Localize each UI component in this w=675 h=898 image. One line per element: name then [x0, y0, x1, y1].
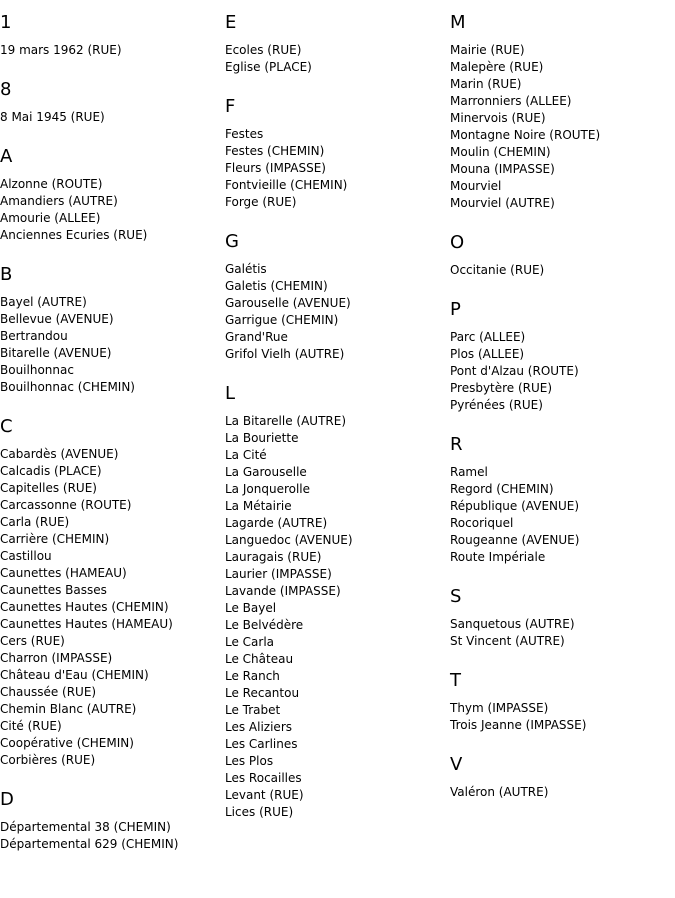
street-list-item	[0, 599, 222, 616]
street-list-item	[225, 617, 447, 634]
street-link[interactable]: Chaussée (RUE)	[0, 685, 97, 699]
street-list-item	[0, 345, 222, 362]
street-list-item	[225, 651, 447, 668]
street-list-item	[450, 700, 675, 717]
street-list-item	[450, 42, 675, 59]
street-list-item	[450, 633, 675, 650]
street-link[interactable]: Mourviel	[450, 179, 502, 193]
letter-group	[450, 434, 675, 566]
street-link[interactable]: Pyrénées (RUE)	[450, 398, 543, 412]
street-link[interactable]: Route Impériale	[450, 550, 546, 564]
street-list-item	[0, 819, 222, 836]
letter-group	[0, 146, 222, 244]
street-link[interactable]: Carcassonne (ROUTE)	[0, 498, 132, 512]
street-list-item	[225, 498, 447, 515]
street-list-item	[225, 719, 447, 736]
letter-group	[0, 789, 222, 853]
letter-heading: G	[225, 231, 239, 252]
letter-heading: R	[450, 434, 463, 455]
letter-heading: B	[0, 264, 13, 285]
street-link[interactable]: Départemental 629 (CHEMIN)	[0, 837, 179, 851]
street-list	[225, 413, 447, 821]
street-list-item	[0, 565, 222, 582]
street-list-item	[450, 329, 675, 346]
street-link[interactable]: 8 Mai 1945 (RUE)	[0, 110, 105, 124]
street-list-item	[0, 311, 222, 328]
street-list	[0, 176, 222, 244]
street-link[interactable]: Les Plos	[225, 754, 274, 768]
street-list-item	[450, 144, 675, 161]
street-link[interactable]: Alzonne (ROUTE)	[0, 177, 103, 191]
letter-heading: P	[450, 299, 461, 320]
street-list-item	[225, 329, 447, 346]
street-list-item	[225, 515, 447, 532]
street-list-item	[225, 481, 447, 498]
street-link[interactable]: La Cité	[225, 448, 267, 462]
street-list-item	[0, 735, 222, 752]
street-link[interactable]: République (AVENUE)	[450, 499, 580, 513]
street-link[interactable]: Caunettes Basses	[0, 583, 107, 597]
street-link[interactable]: Fontvieille (CHEMIN)	[225, 178, 348, 192]
street-list-item	[225, 634, 447, 651]
street-link[interactable]: Cabardès (AVENUE)	[0, 447, 119, 461]
street-list-item	[450, 616, 675, 633]
street-list-item	[0, 701, 222, 718]
street-list-item	[450, 93, 675, 110]
street-index-column-2	[225, 12, 447, 841]
street-list-item	[225, 126, 447, 143]
street-link[interactable]: Les Carlines	[225, 737, 298, 751]
street-list-item	[0, 362, 222, 379]
street-list-item	[450, 59, 675, 76]
street-index-column-1	[0, 12, 222, 873]
street-list-item	[450, 532, 675, 549]
street-list-item	[0, 667, 222, 684]
street-link[interactable]: Le Bayel	[225, 601, 277, 615]
street-link[interactable]: Les Aliziers	[225, 720, 293, 734]
street-list-item	[0, 463, 222, 480]
street-link[interactable]: Castillou	[0, 549, 52, 563]
street-list	[0, 109, 222, 126]
street-list-item	[225, 464, 447, 481]
street-list-item	[225, 685, 447, 702]
letter-heading: L	[225, 383, 236, 404]
street-list-item	[0, 684, 222, 701]
street-list	[225, 126, 447, 211]
street-link[interactable]: Marronniers (ALLEE)	[450, 94, 572, 108]
street-list	[0, 294, 222, 396]
street-list-item	[225, 549, 447, 566]
street-link[interactable]: Grand'Rue	[225, 330, 288, 344]
street-list-item	[225, 312, 447, 329]
letter-heading: F	[225, 96, 236, 117]
street-list	[0, 446, 222, 769]
street-link[interactable]: Lavande (IMPASSE)	[225, 584, 341, 598]
street-link[interactable]: Le Trabet	[225, 703, 281, 717]
street-list-item	[225, 532, 447, 549]
street-link[interactable]: Mouna (IMPASSE)	[450, 162, 555, 176]
street-link[interactable]: Anciennes Ecuries (RUE)	[0, 228, 148, 242]
street-list	[450, 616, 675, 650]
street-link[interactable]: Mairie (RUE)	[450, 43, 525, 57]
street-link[interactable]: Eglise (PLACE)	[225, 60, 312, 74]
street-list-item	[225, 42, 447, 59]
street-link[interactable]: Garrigue (CHEMIN)	[225, 313, 339, 327]
street-list-item	[450, 498, 675, 515]
letter-group	[0, 416, 222, 769]
street-link[interactable]: Calcadis (PLACE)	[0, 464, 102, 478]
street-list-item	[450, 110, 675, 127]
street-list-item	[225, 261, 447, 278]
street-link[interactable]: Occitanie (RUE)	[450, 263, 545, 277]
street-link[interactable]: Festes	[225, 127, 264, 141]
street-link[interactable]: La Garouselle	[225, 465, 307, 479]
street-list	[225, 261, 447, 363]
letter-heading: O	[450, 232, 465, 253]
street-list-item	[0, 836, 222, 853]
street-list-item	[450, 161, 675, 178]
letter-group	[450, 586, 675, 650]
street-list-item	[450, 346, 675, 363]
street-link[interactable]: Carla (RUE)	[0, 515, 70, 529]
letter-group	[450, 299, 675, 414]
street-link[interactable]: Lices (RUE)	[225, 805, 294, 819]
street-list	[450, 464, 675, 566]
street-link[interactable]: Bellevue (AVENUE)	[0, 312, 114, 326]
street-list	[450, 329, 675, 414]
street-link[interactable]: Pont d'Alzau (ROUTE)	[450, 364, 579, 378]
letter-group	[225, 12, 447, 76]
street-link[interactable]: Grifol Vielh (AUTRE)	[225, 347, 345, 361]
street-link[interactable]: Rougeanne (AVENUE)	[450, 533, 580, 547]
street-link[interactable]: Amourie (ALLEE)	[0, 211, 101, 225]
street-link[interactable]: Sanquetous (AUTRE)	[450, 617, 575, 631]
street-list-item	[225, 787, 447, 804]
street-link[interactable]: Moulin (CHEMIN)	[450, 145, 551, 159]
letter-heading: E	[225, 12, 237, 33]
letter-heading: 8	[0, 79, 12, 100]
street-list	[450, 42, 675, 212]
street-link[interactable]: 19 mars 1962 (RUE)	[0, 43, 122, 57]
street-list-item	[0, 752, 222, 769]
street-link[interactable]: Presbytère (RUE)	[450, 381, 553, 395]
street-link[interactable]: Galetis (CHEMIN)	[225, 279, 328, 293]
street-link[interactable]: Ramel	[450, 465, 488, 479]
street-list-item	[450, 549, 675, 566]
street-link[interactable]: Bitarelle (AVENUE)	[0, 346, 112, 360]
letter-group	[450, 754, 675, 801]
street-list-item	[225, 702, 447, 719]
street-list-item	[450, 481, 675, 498]
street-link[interactable]: Montagne Noire (ROUTE)	[450, 128, 601, 142]
street-link[interactable]: Valéron (AUTRE)	[450, 785, 549, 799]
street-link[interactable]: Minervois (RUE)	[450, 111, 546, 125]
street-list-item	[450, 262, 675, 279]
street-link[interactable]: Bouilhonnac	[0, 363, 74, 377]
street-list-item	[0, 42, 222, 59]
street-link[interactable]: Le Ranch	[225, 669, 280, 683]
street-link[interactable]: Fleurs (IMPASSE)	[225, 161, 326, 175]
street-list-item	[450, 784, 675, 801]
street-list-item	[450, 717, 675, 734]
street-list-item	[225, 295, 447, 312]
street-link[interactable]: Galétis	[225, 262, 267, 276]
street-link[interactable]: Parc (ALLEE)	[450, 330, 526, 344]
street-list-item	[450, 195, 675, 212]
street-link[interactable]: Départemental 38 (CHEMIN)	[0, 820, 171, 834]
street-link[interactable]: La Métairie	[225, 499, 292, 513]
street-link[interactable]: Rocoriquel	[450, 516, 514, 530]
street-link[interactable]: Bayel (AUTRE)	[0, 295, 87, 309]
letter-group	[0, 79, 222, 126]
street-link[interactable]: Garouselle (AVENUE)	[225, 296, 351, 310]
street-list-item	[0, 446, 222, 463]
street-list-item	[450, 363, 675, 380]
street-list-item	[0, 531, 222, 548]
letter-group	[450, 670, 675, 734]
street-list-item	[450, 127, 675, 144]
street-list-item	[225, 668, 447, 685]
letter-heading: V	[450, 754, 463, 775]
street-list-item	[0, 379, 222, 396]
street-list-item	[225, 59, 447, 76]
street-list-item	[450, 76, 675, 93]
street-list-item	[0, 514, 222, 531]
street-list	[450, 700, 675, 734]
street-list-item	[0, 582, 222, 599]
letter-heading: S	[450, 586, 462, 607]
street-index-column-3	[450, 12, 675, 821]
street-link[interactable]: Cers (RUE)	[0, 634, 65, 648]
street-list-item	[0, 616, 222, 633]
letter-heading: A	[0, 146, 13, 167]
street-list-item	[225, 143, 447, 160]
street-link[interactable]: Lagarde (AUTRE)	[225, 516, 328, 530]
street-link[interactable]: Charron (IMPASSE)	[0, 651, 113, 665]
street-link[interactable]: Capitelles (RUE)	[0, 481, 97, 495]
street-list	[0, 42, 222, 59]
street-link[interactable]: Mourviel (AUTRE)	[450, 196, 555, 210]
street-link[interactable]: Le Belvédère	[225, 618, 304, 632]
street-link[interactable]: La Jonquerolle	[225, 482, 311, 496]
street-link[interactable]: Lauragais (RUE)	[225, 550, 322, 564]
street-link[interactable]: Le Carla	[225, 635, 275, 649]
street-link[interactable]: Caunettes Hautes (HAMEAU)	[0, 617, 173, 631]
street-list-item	[225, 447, 447, 464]
street-list-item	[225, 600, 447, 617]
letter-group	[450, 232, 675, 279]
street-link[interactable]: Bertrandou	[0, 329, 68, 343]
street-list-item	[0, 548, 222, 565]
street-link[interactable]: Corbières (RUE)	[0, 753, 96, 767]
street-list-item	[0, 328, 222, 345]
street-list-item	[450, 397, 675, 414]
street-list	[0, 819, 222, 853]
street-link[interactable]: Malepère (RUE)	[450, 60, 544, 74]
street-link[interactable]: Forge (RUE)	[225, 195, 297, 209]
letter-heading: T	[450, 670, 461, 691]
street-list	[450, 262, 675, 279]
street-link[interactable]: St Vincent (AUTRE)	[450, 634, 565, 648]
letter-heading: C	[0, 416, 13, 437]
street-link[interactable]: Marin (RUE)	[450, 77, 522, 91]
street-list-item	[225, 346, 447, 363]
street-list-item	[0, 718, 222, 735]
street-list-item	[225, 413, 447, 430]
street-list-item	[225, 770, 447, 787]
street-list-item	[0, 210, 222, 227]
street-list-item	[0, 294, 222, 311]
street-list-item	[0, 227, 222, 244]
street-link[interactable]: Le Château	[225, 652, 294, 666]
letter-group	[225, 383, 447, 821]
letter-group	[225, 96, 447, 211]
street-list-item	[450, 380, 675, 397]
letter-heading: D	[0, 789, 14, 810]
street-link[interactable]: Cité (RUE)	[0, 719, 62, 733]
street-list-item	[450, 178, 675, 195]
letter-group	[0, 12, 222, 59]
street-link[interactable]: Caunettes Hautes (CHEMIN)	[0, 600, 169, 614]
street-list-item	[0, 193, 222, 210]
street-list-item	[450, 515, 675, 532]
letter-heading: M	[450, 12, 466, 33]
street-link[interactable]: Amandiers (AUTRE)	[0, 194, 118, 208]
street-list-item	[225, 430, 447, 447]
street-link[interactable]: La Bitarelle (AUTRE)	[225, 414, 347, 428]
street-list-item	[225, 753, 447, 770]
street-link[interactable]: Trois Jeanne (IMPASSE)	[450, 718, 587, 732]
street-list-item	[450, 464, 675, 481]
street-link[interactable]: Caunettes (HAMEAU)	[0, 566, 127, 580]
street-list-item	[225, 194, 447, 211]
letter-group	[225, 231, 447, 363]
street-link[interactable]: Levant (RUE)	[225, 788, 304, 802]
street-list	[450, 784, 675, 801]
street-list-item	[0, 176, 222, 193]
street-list-item	[225, 566, 447, 583]
street-list-item	[225, 804, 447, 821]
street-link[interactable]: Laurier (IMPASSE)	[225, 567, 332, 581]
street-list-item	[225, 583, 447, 600]
street-link[interactable]: Le Recantou	[225, 686, 300, 700]
street-list-item	[0, 109, 222, 126]
street-link[interactable]: Festes (CHEMIN)	[225, 144, 325, 158]
letter-heading: 1	[0, 12, 12, 33]
street-link[interactable]: Thym (IMPASSE)	[450, 701, 549, 715]
street-link[interactable]: Chemin Blanc (AUTRE)	[0, 702, 137, 716]
street-link[interactable]: Les Rocailles	[225, 771, 302, 785]
street-link[interactable]: Regord (CHEMIN)	[450, 482, 554, 496]
street-link[interactable]: Coopérative (CHEMIN)	[0, 736, 134, 750]
street-list-item	[0, 633, 222, 650]
letter-group	[450, 12, 675, 212]
street-list-item	[225, 736, 447, 753]
letter-group	[0, 264, 222, 396]
street-list-item	[0, 497, 222, 514]
street-list-item	[0, 650, 222, 667]
street-link[interactable]: Plos (ALLEE)	[450, 347, 525, 361]
street-link[interactable]: Carrière (CHEMIN)	[0, 532, 110, 546]
street-link[interactable]: Bouilhonnac (CHEMIN)	[0, 380, 135, 394]
street-list	[225, 42, 447, 76]
street-link[interactable]: Languedoc (AVENUE)	[225, 533, 353, 547]
street-link[interactable]: La Bouriette	[225, 431, 299, 445]
street-link[interactable]: Ecoles (RUE)	[225, 43, 302, 57]
street-list-item	[225, 278, 447, 295]
street-list-item	[225, 177, 447, 194]
street-list-item	[0, 480, 222, 497]
street-list-item	[225, 160, 447, 177]
street-link[interactable]: Château d'Eau (CHEMIN)	[0, 668, 149, 682]
